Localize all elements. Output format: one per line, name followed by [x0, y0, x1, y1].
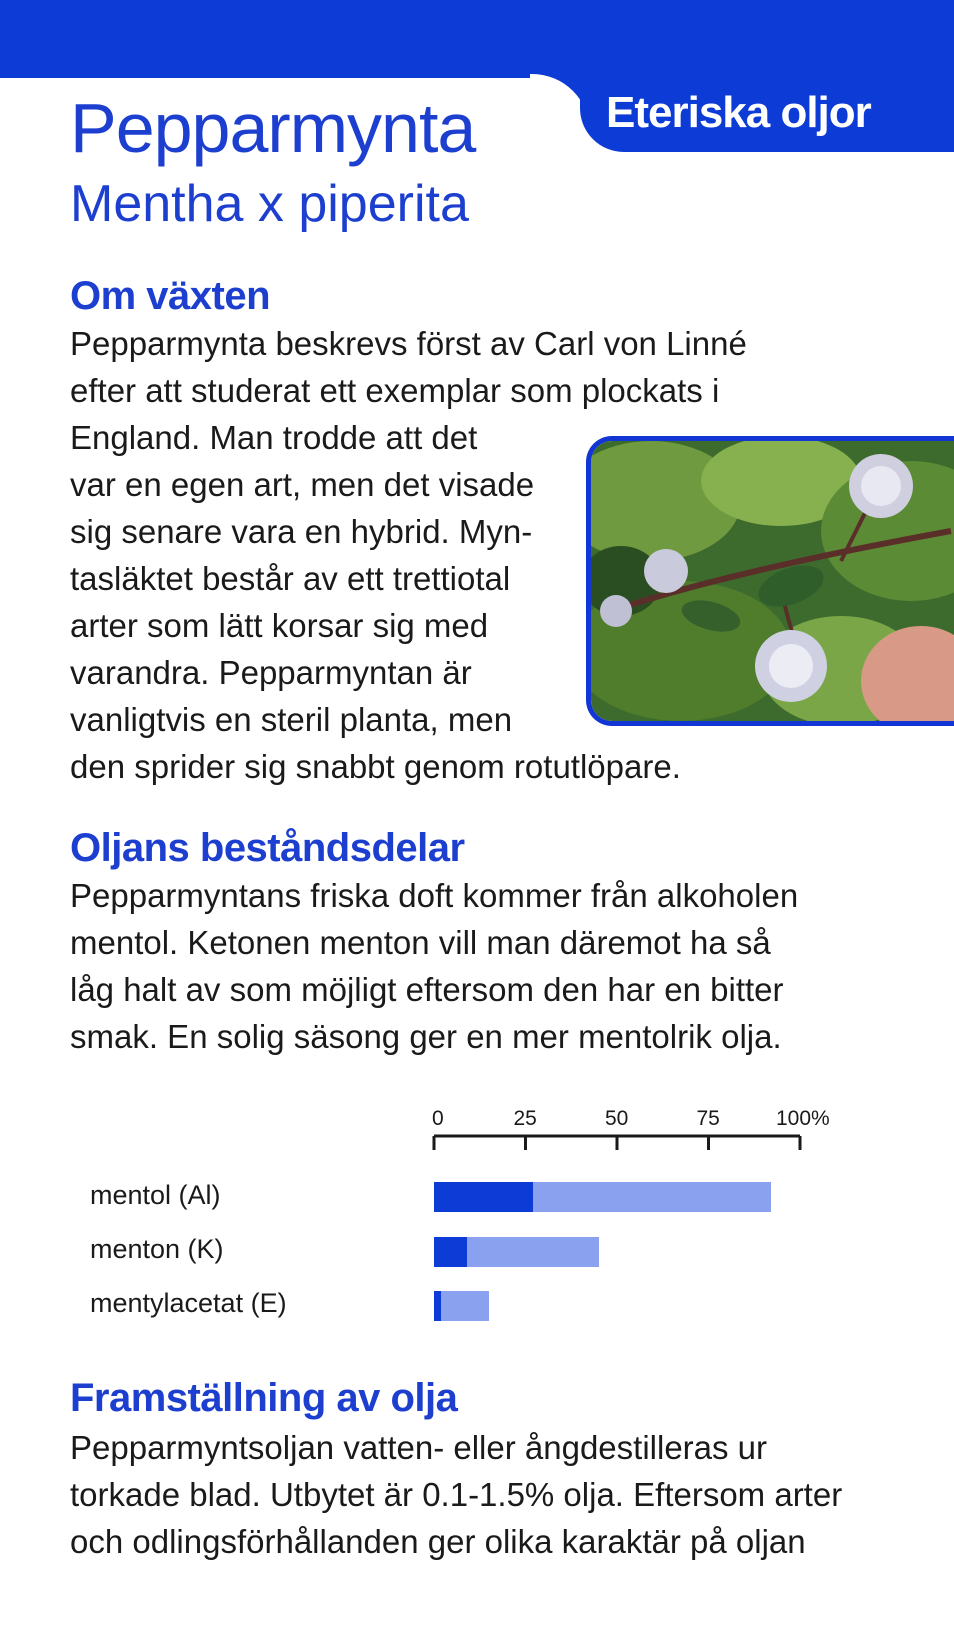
bar-max-mentylacetat [434, 1291, 489, 1321]
tick-label: 25 [513, 1107, 537, 1130]
tick-label: 0 [432, 1107, 444, 1130]
bar-min-mentylacetat [434, 1291, 441, 1321]
text-line: vanligtvis en steril planta, men [70, 701, 513, 738]
text-line: torkade blad. Utbytet är 0.1-1.5% olja. Eftersom arter [70, 1476, 843, 1513]
text-line: sig senare vara en hybrid. Myn- [70, 513, 533, 550]
bar-min-mentol [434, 1182, 533, 1212]
category-label: Eteriska oljor [606, 88, 871, 137]
text-line: Pepparmyntsoljan vatten- eller ångdestilleras ur [70, 1429, 768, 1466]
category-label: mentylacetat (E) [90, 1288, 287, 1318]
latin-name: Mentha x piperita [70, 175, 469, 233]
paragraph-oil [70, 872, 900, 1060]
bar-min-menton [434, 1237, 467, 1267]
tick-label: 75 [696, 1107, 720, 1130]
heading-production: Framställning av olja [70, 1376, 458, 1420]
text-line: efter att studerat ett exemplar som plockats i [70, 372, 720, 409]
category-label: mentol (Al) [90, 1180, 221, 1210]
heading-oil: Oljans beståndsdelar [70, 826, 465, 870]
text-line: var en egen art, men det visade [70, 466, 535, 503]
text-line: tasläktet består av ett trettiotal [70, 560, 511, 597]
peppermint-illustration [591, 441, 954, 726]
peppermint-photo [586, 436, 954, 726]
category-label: menton (K) [90, 1234, 224, 1264]
text-line: Pepparmynta beskrevs först av Carl von Linné [70, 325, 747, 362]
paragraph-production [70, 1424, 900, 1565]
text-line: varandra. Pepparmyntan är [70, 654, 472, 691]
top-banner [0, 0, 954, 78]
text-line: mentol. Ketonen menton vill man däremot ha så [70, 924, 771, 961]
text-line: låg halt av som möjligt eftersom den har en bitter [70, 971, 784, 1008]
text-line: Pepparmyntans friska doft kommer från alkoholen [70, 877, 799, 914]
text-line: den sprider sig snabbt genom rotutlöpare. [70, 748, 681, 785]
text-line: arter som lätt korsar sig med [70, 607, 489, 644]
text-line: och odlingsförhållanden ger olika karaktär på oljan [70, 1523, 806, 1560]
tick-label: 50 [605, 1107, 629, 1130]
text-line: England. Man trodde att det [70, 419, 478, 456]
text-line: smak. En solig säsong ger en mer mentolrik olja. [70, 1018, 782, 1055]
heading-plant: Om växten [70, 274, 271, 318]
page-title: Pepparmynta [70, 89, 476, 167]
tick-label: 100% [776, 1107, 830, 1130]
